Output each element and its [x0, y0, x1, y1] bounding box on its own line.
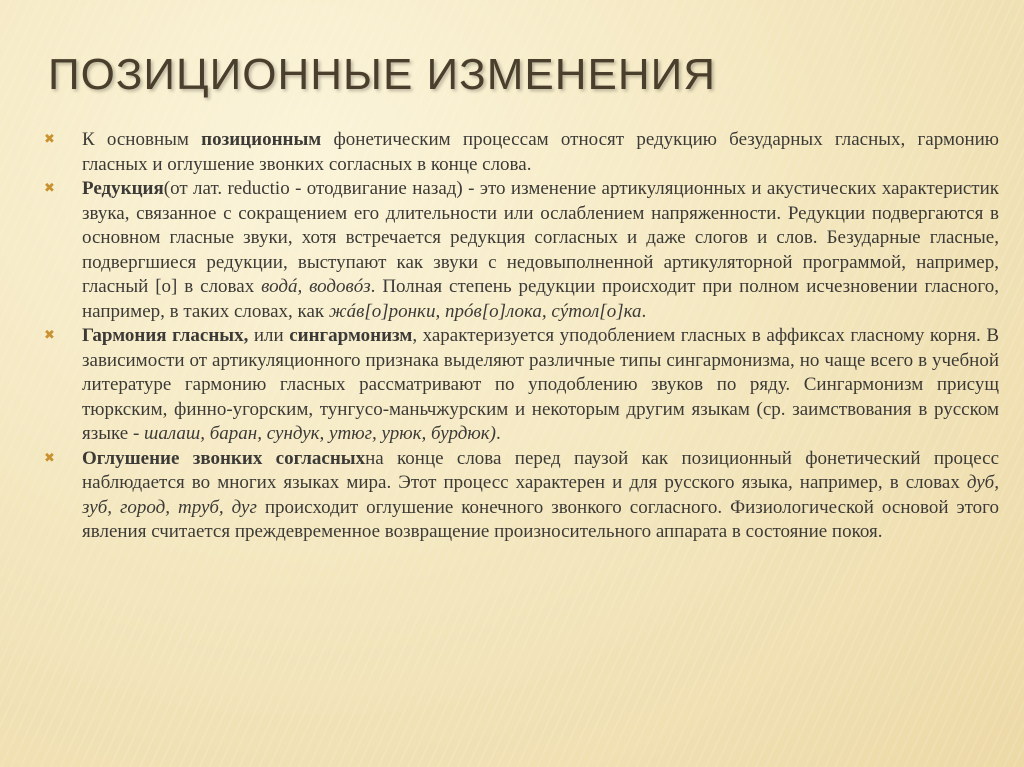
- text-run: .: [641, 300, 647, 322]
- bold-term: сингармонизм: [289, 325, 413, 346]
- text-run: фонетическим процессам относят редукцию безударных гласных, гармонию гласных и оглушение звонких согласных в конце слова.: [82, 129, 999, 175]
- x-mark-icon: ✖: [44, 181, 55, 196]
- x-mark-icon: ✖: [44, 328, 55, 343]
- text-run: К основным: [82, 129, 202, 150]
- slide-title: ПОЗИЦИОННЫЕ ИЗМЕНЕНИЯ: [48, 50, 717, 99]
- text-run: . Полная степень редукции происходит при полном исчезновении гласного, например, в таких словах, как: [82, 276, 999, 322]
- text-run: .: [495, 423, 501, 444]
- text-run: происходит оглушение конечного звонкого согласного. Физиологической основой этого явления считается преждевременное возвращение произносительного аппарата в состояние покоя.: [82, 496, 999, 542]
- x-mark-icon: ✖: [44, 132, 55, 147]
- text-run: или: [248, 325, 290, 346]
- bold-term: Оглушение звонких согласных: [82, 447, 366, 469]
- bullet-list: [44, 128, 999, 545]
- italic-example: шалаш, баран, сундук, утюг, урюк, бурдюк): [144, 423, 496, 444]
- text-run: (от лат. reductio - отодвигание назад) - это изменение артикуляционных и акустических характеристик звука, связанное с сокращением его длительности или ослаблением напряженности. Редукции подвергаются в основном гласные звуки, хотя встречается редукция согласных и даже слогов и слов. Безударные гласные, подвергшиеся редукции, выступают как звуки с недовыполненной артикуляторной программой, например, гласный [о] в словах: [82, 178, 999, 297]
- italic-example: дуб, зуб, город, труб, дуг: [82, 472, 999, 518]
- bold-term: Гармония гласных,: [82, 325, 249, 346]
- text-run: на конце слова перед паузой как позиционный фонетический процесс наблюдается во многих языках мира. Этот процесс характерен и для русского языка, например, в словах: [82, 447, 999, 493]
- paragraph-reduction: [44, 177, 999, 324]
- paragraph-vowel-harmony: [44, 324, 999, 447]
- paragraph-positional-processes: [44, 128, 999, 177]
- x-mark-icon: ✖: [44, 450, 55, 466]
- text-run: , характеризуется уподоблением гласных в аффиксах гласному корня. В зависимости от артикуляционного признака выделяют различные типы сингармонизма, но чаще всего в учебной литературе гармонию гласных рассматривают по уподоблению звуков по ряду. Сингармонизм присущ тюркским, финно-угорским, тунгусо-маньчжурским и некоторым другим языкам (ср. заимствования в русском языке -: [82, 325, 999, 444]
- italic-example: жáв[о]ронки, прóв[о]лока, сýтол[о]ка: [328, 300, 642, 322]
- paragraph-devoicing: [44, 447, 999, 545]
- bold-term: Редукция: [82, 178, 164, 199]
- bold-term: позиционным: [201, 129, 322, 150]
- italic-example: водá, водовóз: [261, 276, 371, 297]
